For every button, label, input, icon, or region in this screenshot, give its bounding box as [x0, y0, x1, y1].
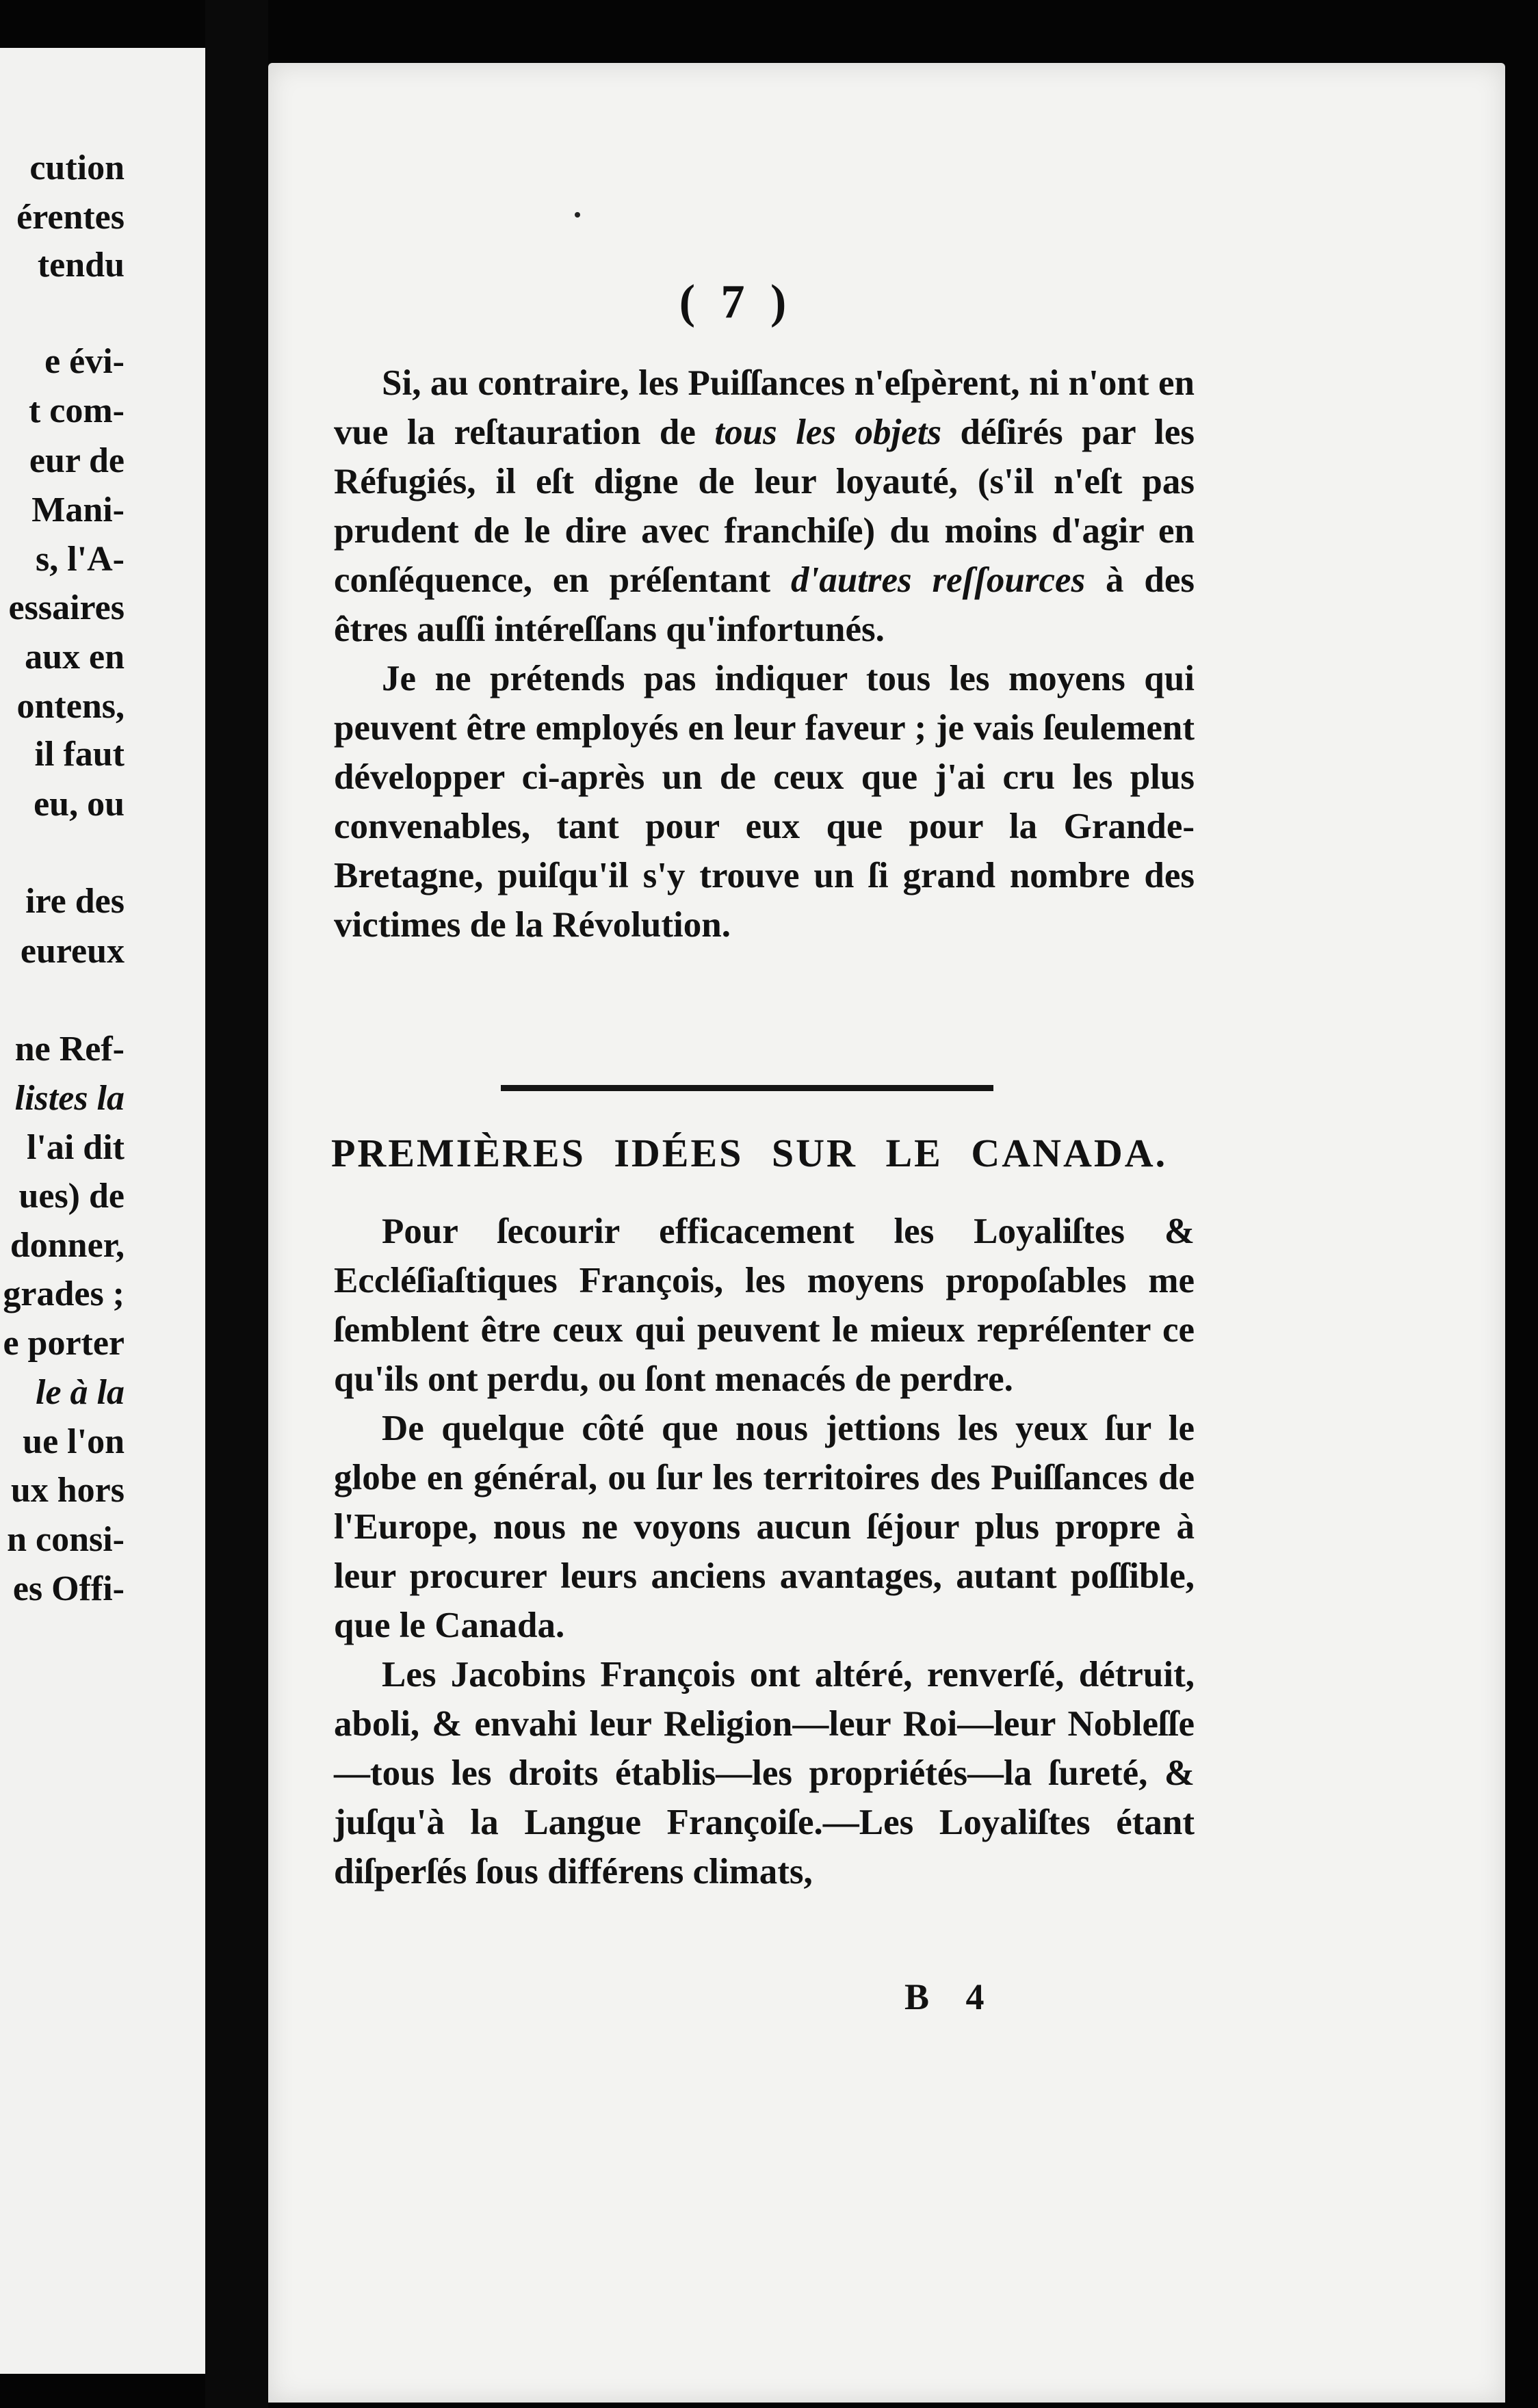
para1-text-a: Si, au contraire, les Puiſſances n'eſpèrent, ni n'ont en vue la reſtauration de: [334, 363, 1195, 452]
paragraph-4: De quelque côté que nous jettions les yeux ſur le globe en général, ou ſur les territoires des Puiſſances de l'Europe, nous ne voyons aucun ſéjour plus propre à leur procurer leurs anciens avantages, autant poſſible, que le Canada.: [334, 1409, 1195, 1645]
left-line: eur de: [29, 441, 125, 480]
left-line: Mani-: [31, 490, 125, 529]
paragraph-5: Les Jacobins François ont altéré, renverſé, détruit, aboli, & envahi leur Religion—leur Roi—leur Nobleſſe—tous les droits établis—les propriétés—la ſureté, & juſqu'à la Langue Françoiſe.—Les Loyaliſtes étant diſperſés ſous différens climats,: [334, 1655, 1195, 1892]
left-line: érentes: [16, 198, 125, 237]
paragraph-3: Pour ſecourir efficacement les Loyaliſtes & Eccléſiaſtiques François, les moyens propoſables me ſemblent être ceux qui peuvent le mieux repréſenter ce qu'ils ont perdu, ou ſont menacés de perdre.: [334, 1212, 1195, 1399]
left-line: le à la: [36, 1373, 125, 1412]
left-facing-page: [0, 48, 205, 2374]
left-line: tendu: [37, 246, 125, 285]
left-line: cution: [29, 148, 125, 187]
left-line: eureux: [20, 932, 125, 971]
left-line: n consi-: [7, 1520, 125, 1559]
para1-italic-b: d'autres reſſources: [790, 560, 1086, 600]
ink-speck: [575, 212, 580, 218]
paragraph-1: [334, 358, 1195, 654]
left-line: s, l'A-: [36, 540, 125, 579]
section-rule: [501, 1085, 993, 1091]
left-line: donner,: [10, 1226, 125, 1265]
left-line: aux en: [25, 638, 125, 677]
page-number: ( 7 ): [679, 276, 794, 328]
left-line: ne Ref-: [14, 1030, 125, 1069]
left-line: ire des: [25, 882, 125, 921]
left-line: e porter: [3, 1324, 125, 1363]
left-line: es Offi-: [12, 1569, 125, 1608]
left-line: listes la: [14, 1079, 125, 1118]
left-line: essaires: [8, 588, 125, 627]
lower-text: [334, 1207, 1195, 1896]
left-line: t com-: [28, 391, 125, 430]
left-line: grades ;: [3, 1274, 125, 1313]
upper-text: [334, 358, 1195, 950]
main-page: [268, 63, 1505, 2403]
para1-text-b: déſirés par les Réfugiés, il eſt digne de leur loyauté, (s'il n'eſt pas prudent de le dire avec franchiſe) du moins d'agir en conſéquence, en préſentant: [334, 413, 1195, 600]
book-gutter: [205, 0, 268, 2408]
left-line: l'ai dit: [26, 1128, 125, 1167]
left-line: e évi-: [44, 342, 125, 381]
left-line: ux hors: [10, 1471, 125, 1510]
left-line: ontens,: [16, 687, 125, 726]
left-line: eu, ou: [34, 785, 125, 824]
left-line: ue l'on: [23, 1422, 125, 1461]
para1-text-c: à des êtres auſſi intéreſſans qu'infortunés.: [334, 560, 1195, 649]
paragraph-2: Je ne prétends pas indiquer tous les moyens qui peuvent être employés en leur faveur ; je vais ſeulement développer ci-après un de ceux que j'ai cru les plus convenables, tant pour eux que pour la Grande-Bretagne, puiſqu'il s'y trouve un ſi grand nombre des victimes de la Révolution.: [334, 659, 1195, 945]
signature-mark: B 4: [904, 1976, 998, 2017]
left-line: ues) de: [18, 1177, 125, 1216]
section-heading: PREMIÈRES IDÉES SUR LE CANADA.: [331, 1131, 1168, 1175]
para1-italic-a: tous les objets: [714, 413, 942, 452]
left-line: il faut: [34, 735, 125, 774]
